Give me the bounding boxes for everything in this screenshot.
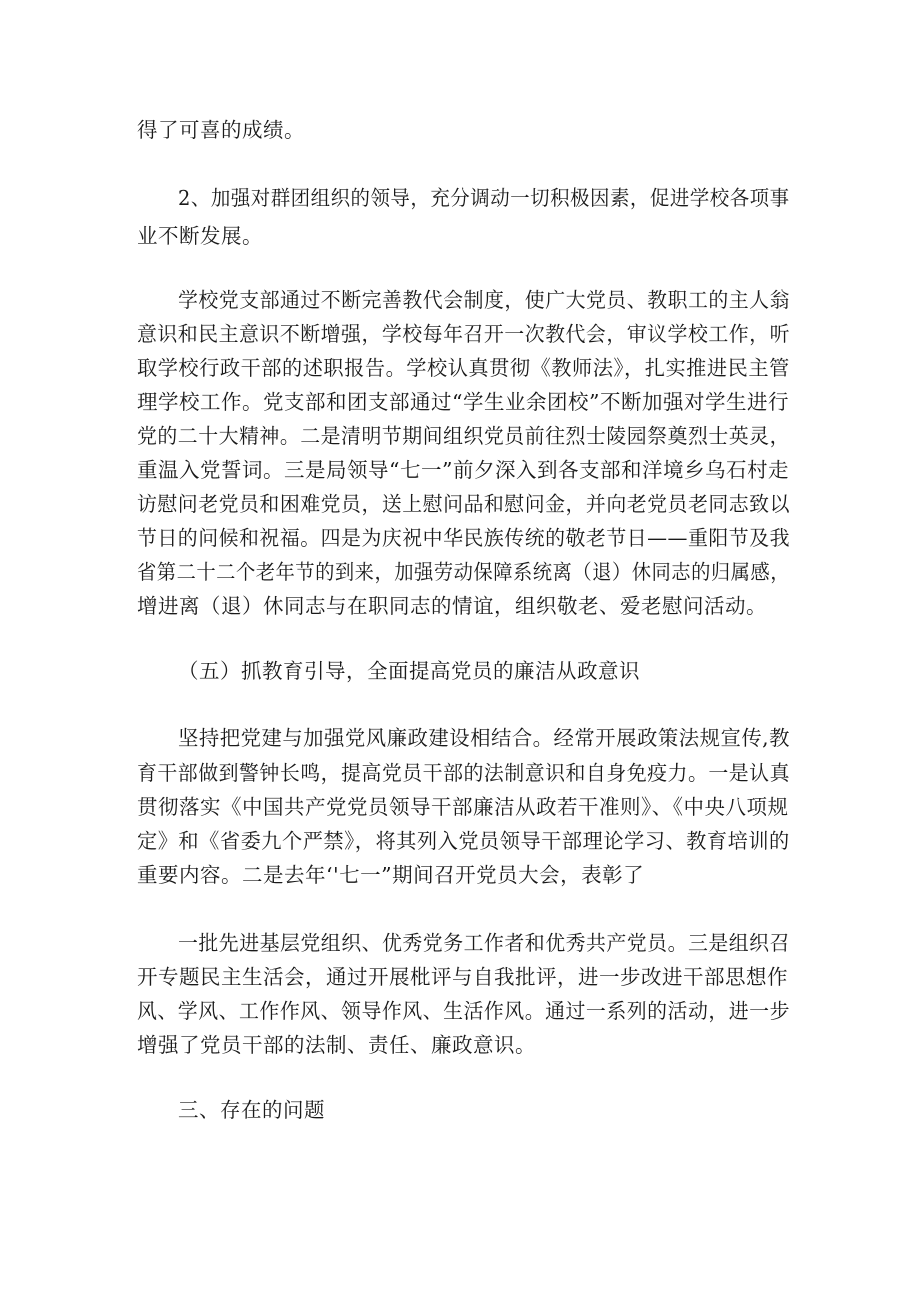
paragraph-line: 理学校工作。党支部和团支部通过“学生业余团校”不断加强对学生进行: [137, 390, 789, 414]
paragraph-line: 省第二十二个老年节的到来，加强劳动保障系统离（退）休同志的归属感，: [137, 560, 791, 584]
paragraph-line: 2、加强对群团组织的领导，充分调动一切积极因素，促进学校各项事: [178, 186, 790, 210]
paragraph-line: 一批先进基层党组织、优秀党务工作者和优秀共产党员。三是组织召: [178, 931, 790, 955]
paragraph-line: 业不断发展。: [137, 224, 263, 248]
paragraph-line: 访慰问老党员和困难党员，送上慰问品和慰问金，并向老党员老同志致以: [137, 492, 790, 516]
paragraph-line: 得了可喜的成绩。: [137, 118, 305, 142]
paragraph-line: 增进离（退）休同志与在职同志的情谊，组织敬老、爱老慰问活动。: [137, 594, 767, 618]
paragraph-line: 取学校行政干部的述职报告。学校认真贯彻《教师法》，扎实推进民主管: [137, 356, 790, 380]
paragraph-line: 意识和民主意识不断增强，学校每年召开一次教代会，审议学校工作，听: [137, 322, 790, 346]
paragraph-line: 定》和《省委九个严禁》，将其列入党员领导干部理论学习、教育培训的: [137, 829, 790, 853]
section-heading: 三、存在的问题: [178, 1098, 325, 1122]
paragraph-line: 贯彻落实《中国共产党党员领导干部廉洁从政若干准则》、《中央八项规: [137, 795, 789, 819]
paragraph-line: 重温入党誓词。三是局领导“七一”前夕深入到各支部和洋境乡乌石村走: [137, 458, 789, 482]
paragraph-line: 风、学风、工作作风、领导作风、生活作风。通过一系列的活动，进一步: [137, 999, 790, 1023]
paragraph-line: 党的二十大精神。二是清明节期间组织党员前往烈士陵园祭奠烈士英灵，: [137, 424, 790, 448]
section-heading: （五）抓教育引导，全面提高党员的廉洁从政意识: [178, 659, 640, 683]
paragraph-line: 节日的问候和祝福。四是为庆祝中华民族传统的敬老节日——重阳节及我: [137, 526, 790, 550]
paragraph-line: 学校党支部通过不断完善教代会制度，使广大党员、教职工的主人翁: [178, 288, 790, 312]
paragraph-line: 育干部做到警钟长鸣，提高党员干部的法制意识和自身免疫力。一是认真: [137, 761, 790, 785]
paragraph-line: 坚持把党建与加强党风廉政建设相结合。经常开展政策法规宣传,教: [178, 726, 791, 750]
paragraph-line: 开专题民主生活会，通过开展枇评与自我批评，进一步改进干部思想作: [137, 965, 788, 989]
paragraph-line: 重要内容。二是去年‘'七一”期间召开党员大会，表彰了: [137, 863, 645, 887]
paragraph-line: 增强了党员干部的法制、责任、廉政意识。: [137, 1033, 536, 1057]
